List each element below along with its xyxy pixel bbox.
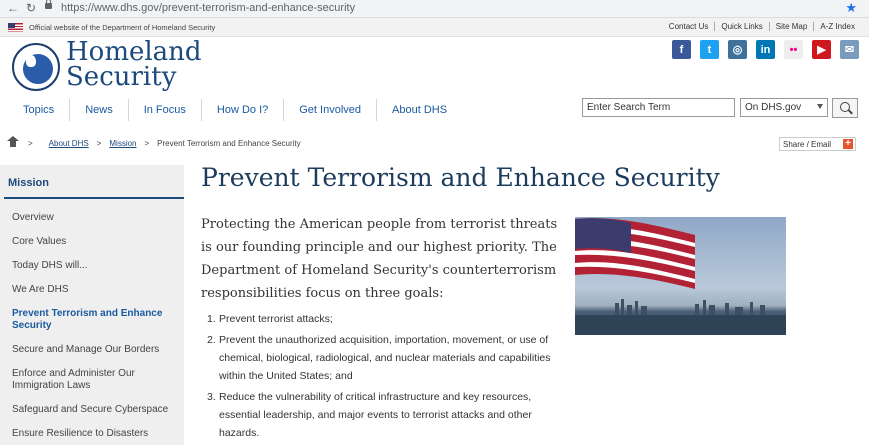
flag-skyline-illustration bbox=[575, 217, 786, 335]
twitter-icon[interactable]: t bbox=[700, 40, 719, 59]
breadcrumb-current: Prevent Terrorism and Enhance Security bbox=[157, 139, 301, 148]
email-icon[interactable]: ✉ bbox=[840, 40, 859, 59]
quick-links-link[interactable]: Quick Links bbox=[714, 22, 768, 31]
lock-icon bbox=[45, 3, 52, 9]
site-logo-text[interactable] bbox=[66, 37, 202, 92]
search-button[interactable] bbox=[832, 98, 858, 118]
linkedin-icon[interactable]: in bbox=[756, 40, 775, 59]
us-flag-icon bbox=[8, 23, 23, 32]
address-bar[interactable]: https://www.dhs.gov/prevent-terrorism-and-enhance-security bbox=[61, 2, 356, 14]
sidebar-item-secure-borders[interactable]: Secure and Manage Our Borders bbox=[12, 344, 160, 355]
reload-icon[interactable]: ↻ bbox=[26, 1, 37, 15]
flickr-icon[interactable]: •• bbox=[784, 40, 803, 59]
bookmark-star-icon[interactable]: ★ bbox=[845, 0, 857, 15]
sidebar-item-core-values[interactable]: Core Values bbox=[12, 236, 67, 247]
share-label: Share / Email bbox=[783, 139, 832, 149]
chevron-down-icon bbox=[817, 104, 823, 109]
youtube-icon[interactable]: ▶ bbox=[812, 40, 831, 59]
nav-in-focus[interactable]: In Focus bbox=[128, 99, 201, 121]
sidebar-item-overview[interactable]: Overview bbox=[12, 212, 54, 223]
sidebar-item-disaster-resilience[interactable]: Ensure Resilience to Disasters bbox=[12, 428, 149, 439]
breadcrumb: > About DHS > Mission > Prevent Terrorism and Enhance Security bbox=[8, 139, 301, 148]
official-website-text: Official website of the Department of Homeland Security bbox=[29, 23, 216, 32]
breadcrumb-mission[interactable]: Mission bbox=[109, 139, 137, 148]
search-scope-value: On DHS.gov bbox=[745, 102, 802, 113]
logo-line-2: Security bbox=[66, 62, 177, 92]
share-email-button[interactable] bbox=[779, 137, 856, 151]
instagram-icon[interactable]: ◎ bbox=[728, 40, 747, 59]
nav-get-involved[interactable]: Get Involved bbox=[283, 99, 376, 121]
breadcrumb-about-dhs[interactable]: About DHS bbox=[48, 139, 89, 148]
dhs-seal-logo[interactable] bbox=[12, 43, 60, 91]
official-banner bbox=[0, 18, 869, 37]
page-title: Prevent Terrorism and Enhance Security bbox=[201, 163, 720, 192]
plus-icon: + bbox=[843, 139, 853, 149]
sidebar-item-today-dhs-will[interactable]: Today DHS will... bbox=[12, 260, 88, 271]
list-item: 1. Prevent terrorist attacks; bbox=[207, 313, 333, 325]
contact-us-link[interactable]: Contact Us bbox=[668, 22, 709, 31]
social-links bbox=[672, 40, 859, 59]
sidebar-divider bbox=[4, 197, 184, 199]
nav-news[interactable]: News bbox=[69, 99, 128, 121]
nav-about-dhs[interactable]: About DHS bbox=[376, 99, 462, 121]
sidebar bbox=[0, 165, 184, 445]
goals-list bbox=[207, 310, 562, 445]
sidebar-heading: Mission bbox=[8, 177, 49, 189]
search-input[interactable] bbox=[582, 98, 735, 117]
nav-how-do-i[interactable]: How Do I? bbox=[201, 99, 283, 121]
main-navigation bbox=[8, 99, 462, 121]
sidebar-item-we-are-dhs[interactable]: We Are DHS bbox=[12, 284, 69, 295]
nav-topics[interactable]: Topics bbox=[23, 104, 55, 116]
flag-skyline-photo bbox=[575, 217, 786, 335]
sidebar-item-immigration-laws[interactable]: Enforce and Administer Our Immigration Laws bbox=[12, 368, 135, 391]
a-z-index-link[interactable]: A-Z Index bbox=[813, 22, 861, 31]
home-icon[interactable] bbox=[8, 139, 18, 148]
site-map-link[interactable]: Site Map bbox=[769, 22, 814, 31]
list-item: 2. Prevent the unauthorized acquisition, importation, movement, or use of chemical, biological, radiological, and nuclear materials and capabilities within the United States; and bbox=[207, 334, 551, 382]
sidebar-item-prevent-terrorism[interactable]: Prevent Terrorism and Enhance Security bbox=[12, 308, 163, 331]
list-item: 3. Reduce the vulnerability of critical infrastructure and key resources, essential leadership, and major events to terrorist attacks and other hazards. bbox=[207, 391, 532, 439]
browser-toolbar bbox=[0, 0, 869, 18]
sidebar-item-cyberspace[interactable]: Safeguard and Secure Cyberspace bbox=[12, 404, 169, 415]
utility-links bbox=[663, 22, 861, 31]
facebook-icon[interactable]: f bbox=[672, 40, 691, 59]
intro-paragraph: Protecting the American people from terrorist threats is our founding principle and our highest priority. The Department of Homeland Security's counterterrorism responsibilities focus on three goals: bbox=[201, 217, 558, 301]
back-icon[interactable]: ← bbox=[7, 1, 19, 15]
search-scope-select[interactable] bbox=[740, 98, 828, 117]
logo-line-1: Homeland bbox=[66, 37, 202, 67]
